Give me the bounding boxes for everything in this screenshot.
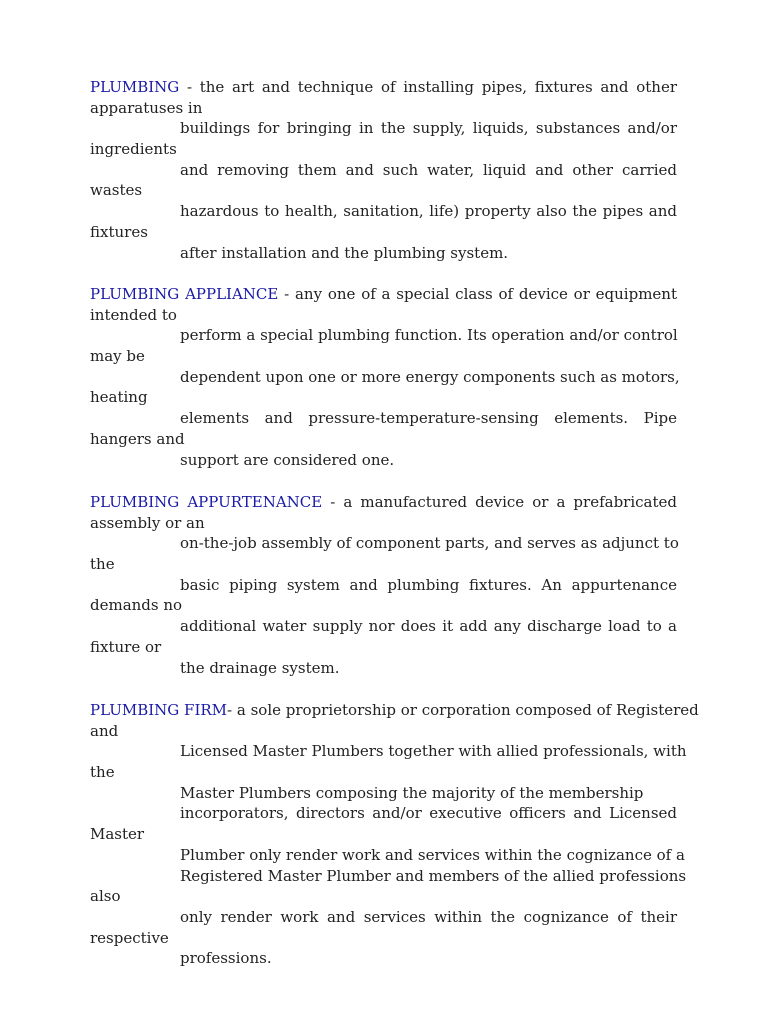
definition-line: may be	[90, 347, 145, 366]
definition-line: apparatuses in	[90, 98, 203, 117]
definition-line: Registered Master Plumber and members of the allied professions	[180, 866, 687, 885]
definition-line: and	[90, 721, 119, 740]
definition-line: Master Plumbers composing the majority of the membership	[180, 783, 644, 802]
term-plumbing-appurtenance: PLUMBING APPURTENANCE	[90, 493, 323, 511]
definition-line: intended to	[90, 305, 177, 324]
definition-plumbing-appliance	[90, 284, 680, 470]
definition-line	[90, 492, 677, 513]
definition-line: wastes	[90, 181, 143, 200]
definition-line: the drainage system.	[180, 658, 340, 677]
term-plumbing-firm: PLUMBING FIRM	[90, 701, 228, 719]
definition-line: fixture or	[90, 637, 162, 656]
definition-line: respective	[90, 928, 169, 947]
definition-line: on-the-job assembly of component parts, and serves as adjunct to	[180, 534, 679, 553]
definition-text: - a manufactured device or a prefabricated	[322, 493, 677, 511]
definition-line: support are considered one.	[180, 450, 395, 469]
definition-line: heating	[90, 388, 148, 407]
definition-line: basic piping system and plumbing fixtures. An appurtenance	[180, 575, 677, 594]
definition-text: - any one of a special class of device or equipment	[278, 285, 677, 303]
term-plumbing-appliance: PLUMBING APPLIANCE	[90, 285, 279, 303]
definition-plumbing-appurtenance	[90, 492, 677, 678]
definition-line: hazardous to health, sanitation, life) property also the pipes and	[180, 202, 677, 221]
definition-text: - the art and technique of installing pipes, fixtures and other	[179, 78, 677, 96]
definition-line: assembly or an	[90, 513, 205, 532]
definition-line: Licensed Master Plumbers together with allied professionals, with	[180, 742, 687, 761]
definition-line: only render work and services within the cognizance of their	[180, 907, 677, 926]
definition-plumbing-firm	[90, 700, 699, 969]
term-plumbing: PLUMBING	[90, 78, 180, 96]
definition-line: perform a special plumbing function. Its operation and/or control	[180, 326, 678, 345]
definition-line: professions.	[180, 949, 272, 968]
definition-line: after installation and the plumbing system.	[180, 243, 509, 262]
definition-line: the	[90, 763, 115, 782]
definition-line: the	[90, 555, 115, 574]
definition-line	[90, 77, 677, 98]
definition-line: additional water supply nor does it add any discharge load to a	[180, 617, 677, 636]
definition-line: dependent upon one or more energy components such as motors,	[180, 367, 680, 386]
definition-plumbing	[90, 77, 677, 263]
definition-line	[90, 284, 677, 305]
definition-line: hangers and	[90, 429, 185, 448]
definition-line: also	[90, 887, 121, 906]
definition-line: Plumber only render work and services within the cognizance of a	[180, 845, 685, 864]
definition-line: buildings for bringing in the supply, liquids, substances and/or	[180, 119, 677, 138]
definition-line: elements and pressure-temperature-sensing elements. Pipe	[180, 409, 677, 428]
definition-line: fixtures	[90, 222, 148, 241]
definition-line: and removing them and such water, liquid and other carried	[180, 160, 677, 179]
definition-line: incorporators, directors and/or executive officers and Licensed	[180, 804, 677, 823]
definition-line: ingredients	[90, 140, 177, 159]
definition-line: demands no	[90, 596, 183, 615]
definition-line: Master	[90, 825, 145, 844]
definition-text: - a sole proprietorship or corporation composed of Registered	[227, 701, 699, 719]
definition-line	[90, 700, 699, 721]
